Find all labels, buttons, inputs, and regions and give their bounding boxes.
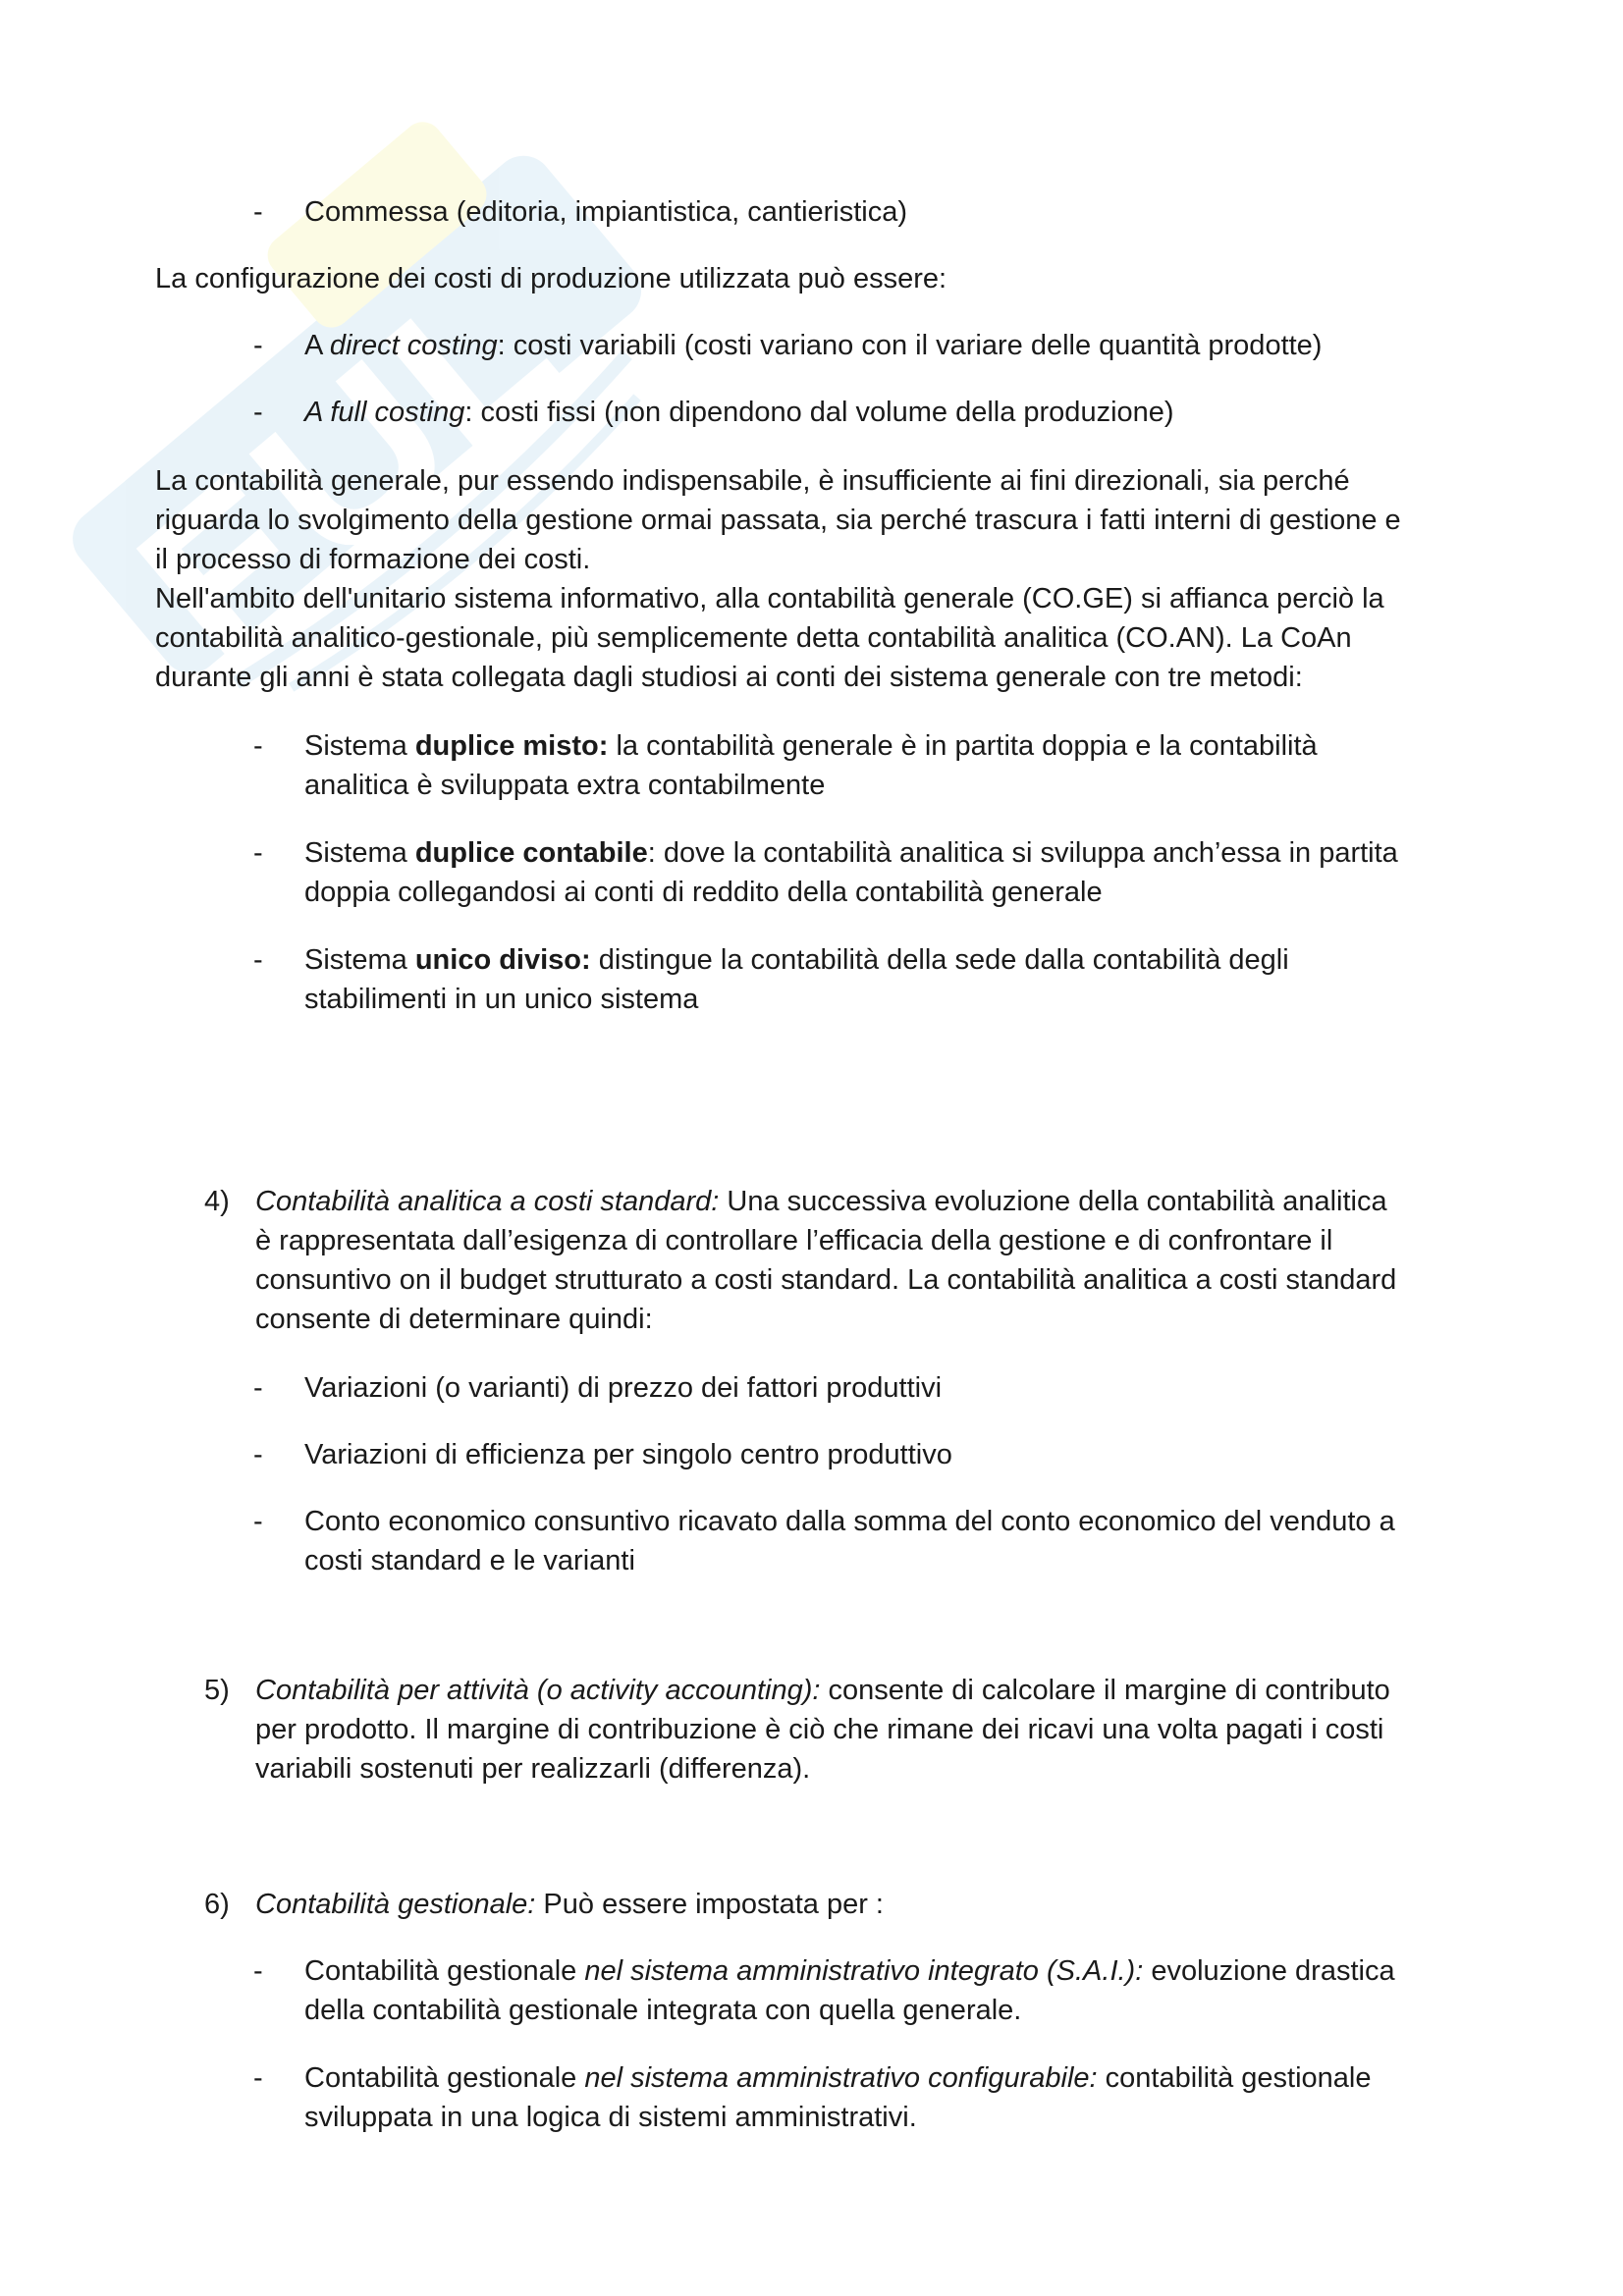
list-item-duplice-contabile — [253, 833, 1483, 912]
section-line: è rappresentata dall’esigenza di controllare l’efficacia della gestione e di confrontare il — [255, 1225, 1333, 1256]
section-line: Può essere impostata per : — [535, 1889, 884, 1920]
list-item-text: Variazioni di efficienza per singolo centro produttivo — [304, 1439, 952, 1470]
list-item — [253, 1368, 1483, 1408]
item-line: stabilimenti in un unico sistema — [304, 984, 699, 1015]
section-6 — [204, 1885, 1483, 1924]
item-term: duplice contabile — [414, 837, 648, 869]
item-line: la contabilità generale è in partita doppia e la contabilità — [608, 730, 1318, 762]
item-prefix: Contabilità gestionale — [304, 2062, 585, 2094]
section-number: 6) — [204, 1889, 230, 1920]
paragraph-line: riguarda lo svolgimento della gestione ormai passata, sia perché trascura i fatti interni di gestione e — [155, 505, 1401, 536]
section-line: per prodotto. Il margine di contribuzione è ciò che rimane dei ricavi una volta pagati i costi — [255, 1714, 1384, 1745]
paragraph-line: Nell'ambito dell'unitario sistema informativo, alla contabilità generale (CO.GE) si affianca perciò la — [155, 583, 1384, 614]
item-definition: : costi fissi (non dipendono dal volume della produzione) — [464, 397, 1174, 428]
item-line: analitica è sviluppata extra contabilmente — [304, 770, 826, 801]
list-item — [253, 1435, 1483, 1474]
list-item-text: Variazioni (o varianti) di prezzo dei fattori produttivi — [304, 1372, 943, 1404]
paragraph-line: contabilità analitico-gestionale, più semplicemente detta contabilità analitica (CO.AN). La CoAn — [155, 622, 1352, 654]
item-line: della contabilità gestionale integrata con quella generale. — [304, 1995, 1022, 2026]
section-title: Contabilità gestionale: — [255, 1889, 536, 1920]
list-item-text: costi standard e le varianti — [304, 1545, 635, 1576]
list-marker: - — [253, 330, 263, 361]
list-item-sai — [253, 1951, 1483, 2030]
paragraph-line: durante gli anni è stata collegata dagli studiosi ai conti dei sistema generale con tre metodi: — [155, 662, 1303, 693]
list-marker: - — [253, 1439, 263, 1470]
item-line: doppia collegandosi ai conti di reddito della contabilità generale — [304, 877, 1103, 908]
section-number: 5) — [204, 1675, 230, 1706]
list-item-duplice-misto — [253, 726, 1483, 805]
item-prefix: Sistema — [304, 944, 415, 976]
section-title: Contabilità per attività (o activity accounting): — [255, 1675, 821, 1706]
item-prefix: A — [304, 330, 330, 361]
item-prefix: Sistema — [304, 837, 415, 869]
section-4 — [204, 1182, 1483, 1339]
list-item-text: Conto economico consuntivo ricavato dalla somma del conto economico del venduto a — [304, 1506, 1395, 1537]
list-item-direct-costing — [253, 326, 1483, 365]
item-definition: : costi variabili (costi variano con il variare delle quantità prodotte) — [497, 330, 1323, 361]
item-line: evoluzione drastica — [1143, 1955, 1395, 1987]
list-item-full-costing — [253, 393, 1483, 432]
section-number: 4) — [204, 1186, 230, 1217]
item-term: duplice misto: — [414, 730, 609, 762]
list-marker: - — [253, 1955, 263, 1987]
item-line: sviluppata in una logica di sistemi amministrativi. — [304, 2102, 917, 2133]
section-line: variabili sostenuti per realizzarli (differenza). — [255, 1753, 811, 1785]
section-line: consuntivo on il budget strutturato a costi standard. La contabilità analitica a costi standard — [255, 1264, 1397, 1296]
item-line: contabilità gestionale — [1097, 2062, 1372, 2094]
section-title: Contabilità analitica a costi standard: — [255, 1186, 720, 1217]
list-marker: - — [253, 1372, 263, 1404]
section-line: consente di calcolare il margine di contributo — [820, 1675, 1390, 1706]
item-prefix: Contabilità gestionale — [304, 1955, 585, 1987]
list-marker: - — [253, 837, 263, 869]
section-line: consente di determinare quindi: — [255, 1304, 653, 1335]
list-item-text: Commessa (editoria, impiantistica, cantieristica) — [304, 196, 908, 228]
section-line: Una successiva evoluzione della contabilità analitica — [719, 1186, 1387, 1217]
item-term: direct costing — [329, 330, 498, 361]
list-item-configurabile — [253, 2058, 1483, 2137]
item-line: : dove la contabilità analitica si sviluppa anch’essa in partita — [647, 837, 1398, 869]
general-accounting-paragraph — [155, 461, 1500, 697]
list-item-unico-diviso — [253, 940, 1483, 1019]
item-term: unico diviso: — [414, 944, 591, 976]
paragraph: La configurazione dei costi di produzione utilizzata può essere: — [155, 263, 947, 294]
paragraph-line: La contabilità generale, pur essendo indispensabile, è insufficiente ai fini direzionali, sia perché — [155, 465, 1350, 497]
list-marker: - — [253, 944, 263, 976]
list-marker: - — [253, 397, 263, 428]
item-term: nel sistema amministrativo configurabile: — [584, 2062, 1098, 2094]
item-term: A full costing — [304, 397, 465, 428]
list-marker: - — [253, 196, 263, 228]
section-5 — [204, 1671, 1483, 1789]
list-marker: - — [253, 1506, 263, 1537]
item-prefix: Sistema — [304, 730, 415, 762]
list-item — [253, 1502, 1483, 1580]
list-marker: - — [253, 730, 263, 762]
list-marker: - — [253, 2062, 263, 2094]
paragraph-line: il processo di formazione dei costi. — [155, 544, 591, 575]
list-item — [253, 192, 1483, 232]
item-term: nel sistema amministrativo integrato (S.A.I.): — [584, 1955, 1144, 1987]
item-line: distingue la contabilità della sede dalla contabilità degli — [590, 944, 1289, 976]
